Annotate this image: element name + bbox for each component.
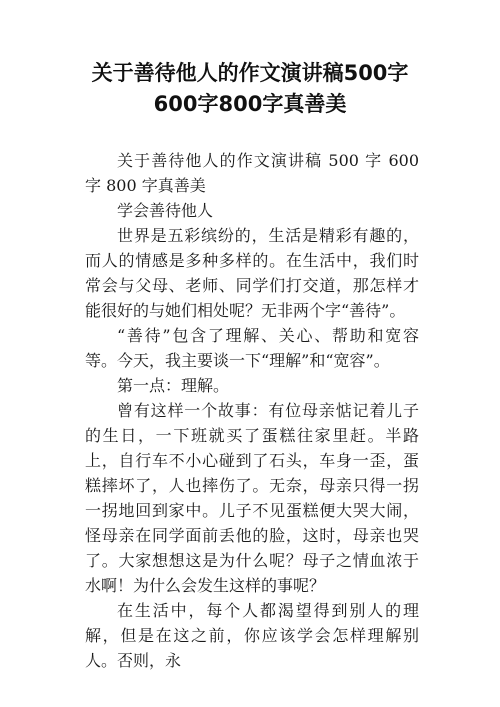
paragraph-subtitle: 关于善待他人的作文演讲稿 500 字 600 字 800 字真善美	[85, 151, 419, 195]
paragraph: 在生活中，每个人都渴望得到别人的理解，但是在这之前，你应该学会怎样理解别人。否则，永	[85, 601, 419, 670]
paragraph: 世界是五彩缤纷的，生活是精彩有趣的，而人的情感是多种多样的。在生活中，我们时常会与父母、老师、同学们打交道，那怎样才能很好的与她们相处呢？无非两个字“善待”。	[85, 226, 419, 320]
paragraph-heading: 学会善待他人	[117, 201, 214, 220]
paragraph: 曾有这样一个故事：有位母亲惦记着儿子的生日，一下班就买了蛋糕往家里赶。半路上，自行车不小心碰到了石头，车身一歪，蛋糕摔坏了，人也摔伤了。无奈，母亲只得一拐一拐地回到家中。儿子不见蛋糕便大哭大闹，怪母亲在同学面前丢他的脸，这时，母亲也哭了。大家想想这是为什么呢？母子之情血浓于水啊！为什么会发生这样的事呢？	[85, 401, 419, 595]
document-title	[60, 58, 440, 120]
title-line-2: 600字800字真善美	[153, 92, 347, 116]
paragraph-section-heading: 第一点：理解。	[117, 376, 230, 395]
title-line-1: 关于善待他人的作文演讲稿500字	[91, 61, 409, 85]
paragraph: “善待”包含了理解、关心、帮助和宽容等。今天，我主要谈一下“理解”和“宽容”。	[85, 326, 419, 370]
document-body	[85, 148, 419, 673]
